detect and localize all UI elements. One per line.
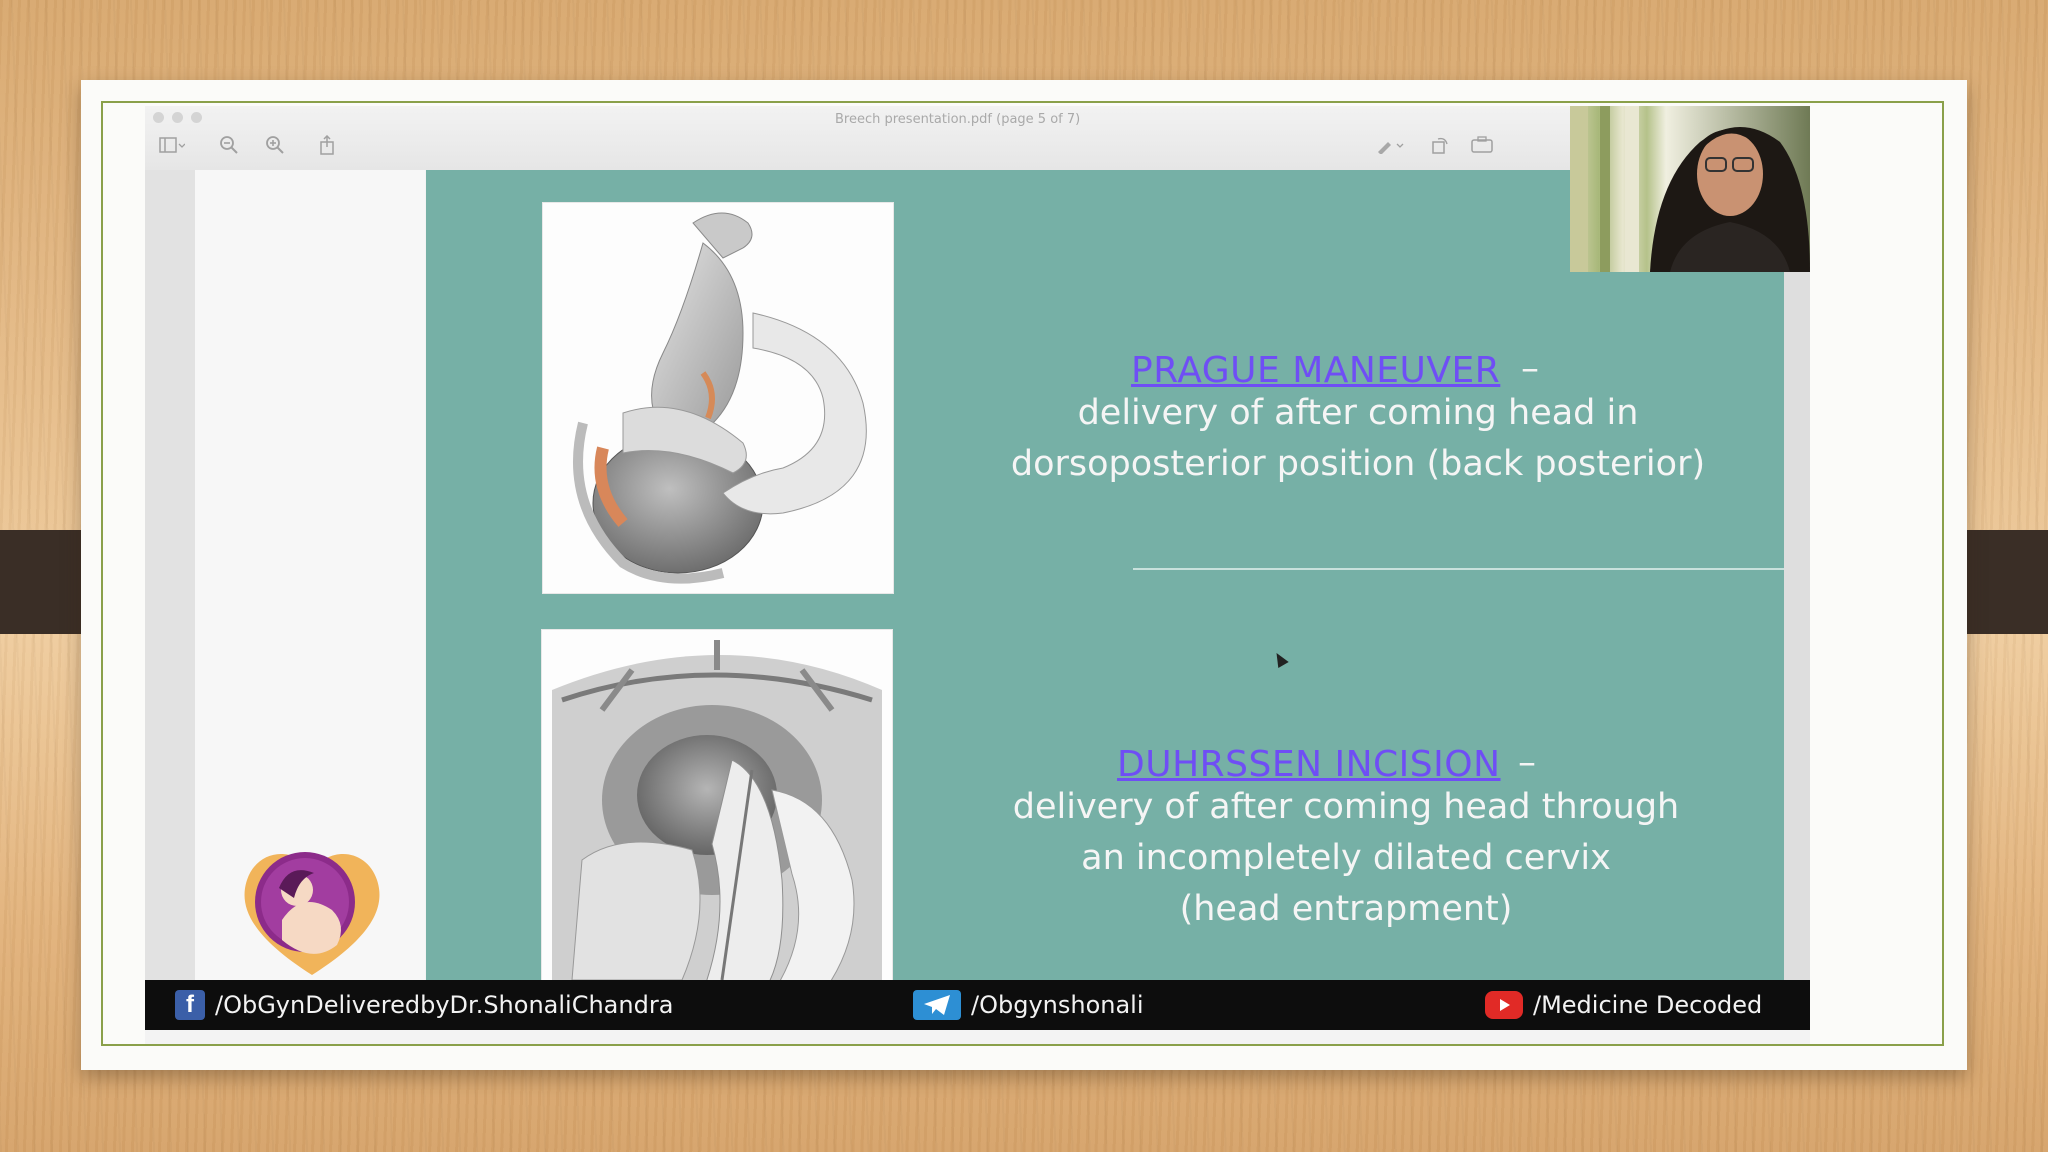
mouse-cursor: [1271, 650, 1288, 668]
zoom-window-button[interactable]: [191, 112, 202, 123]
close-window-button[interactable]: [153, 112, 164, 123]
duhrssen-incision-illustration: [542, 630, 892, 980]
presenter-webcam: [1570, 106, 1810, 272]
zoom-out-icon[interactable]: [215, 134, 243, 156]
slide-page: [426, 170, 1784, 980]
prague-maneuver-heading[interactable]: PRAGUE MANEUVER: [1131, 350, 1501, 391]
facebook-icon: f: [175, 990, 205, 1020]
share-icon[interactable]: [315, 134, 339, 156]
description-line: an incompletely dilated cervix: [1081, 838, 1611, 878]
window-title: Breech presentation.pdf (page 5 of 7): [835, 112, 1081, 127]
rotate-icon[interactable]: [1427, 134, 1453, 156]
youtube-icon: [1485, 991, 1523, 1019]
social-footer: [145, 980, 1810, 1030]
telegram-icon: [913, 990, 961, 1020]
description-line: delivery of after coming head in: [1077, 393, 1639, 433]
channel-logo: [237, 840, 387, 980]
prague-maneuver-description: [998, 388, 1718, 490]
prague-maneuver-illustration: [543, 203, 893, 593]
youtube-handle: /Medicine Decoded: [1533, 991, 1763, 1019]
youtube-link[interactable]: [1485, 991, 1762, 1019]
heading-dash: –: [1518, 742, 1536, 783]
window-controls: [153, 112, 202, 123]
zoom-in-icon[interactable]: [261, 134, 289, 156]
toolbox-icon[interactable]: [1467, 134, 1497, 156]
description-line: delivery of after coming head through: [1012, 787, 1680, 827]
viewer-sidebar: [145, 170, 195, 980]
telegram-handle: /Obgynshonali: [971, 991, 1144, 1019]
duhrssen-incision-description: [986, 782, 1706, 935]
duhrssen-incision-heading[interactable]: DUHRSSEN INCISION: [1117, 744, 1501, 785]
description-line: dorsoposterior position (back posterior): [1010, 444, 1706, 484]
pen-icon[interactable]: [1371, 134, 1411, 156]
viewer-toolbar: [145, 106, 1810, 170]
minimize-window-button[interactable]: [172, 112, 183, 123]
telegram-link[interactable]: [913, 990, 1144, 1020]
facebook-handle: /ObGynDeliveredbyDr.ShonaliChandra: [215, 991, 674, 1019]
heading-dash: –: [1521, 348, 1539, 389]
description-line: (head entrapment): [1179, 889, 1513, 929]
screen-share: [145, 106, 1810, 1044]
vertical-scrollbar[interactable]: [1784, 170, 1810, 980]
facebook-link[interactable]: [175, 990, 673, 1020]
section-divider: [1133, 568, 1784, 570]
sidebar-icon[interactable]: [155, 134, 189, 156]
